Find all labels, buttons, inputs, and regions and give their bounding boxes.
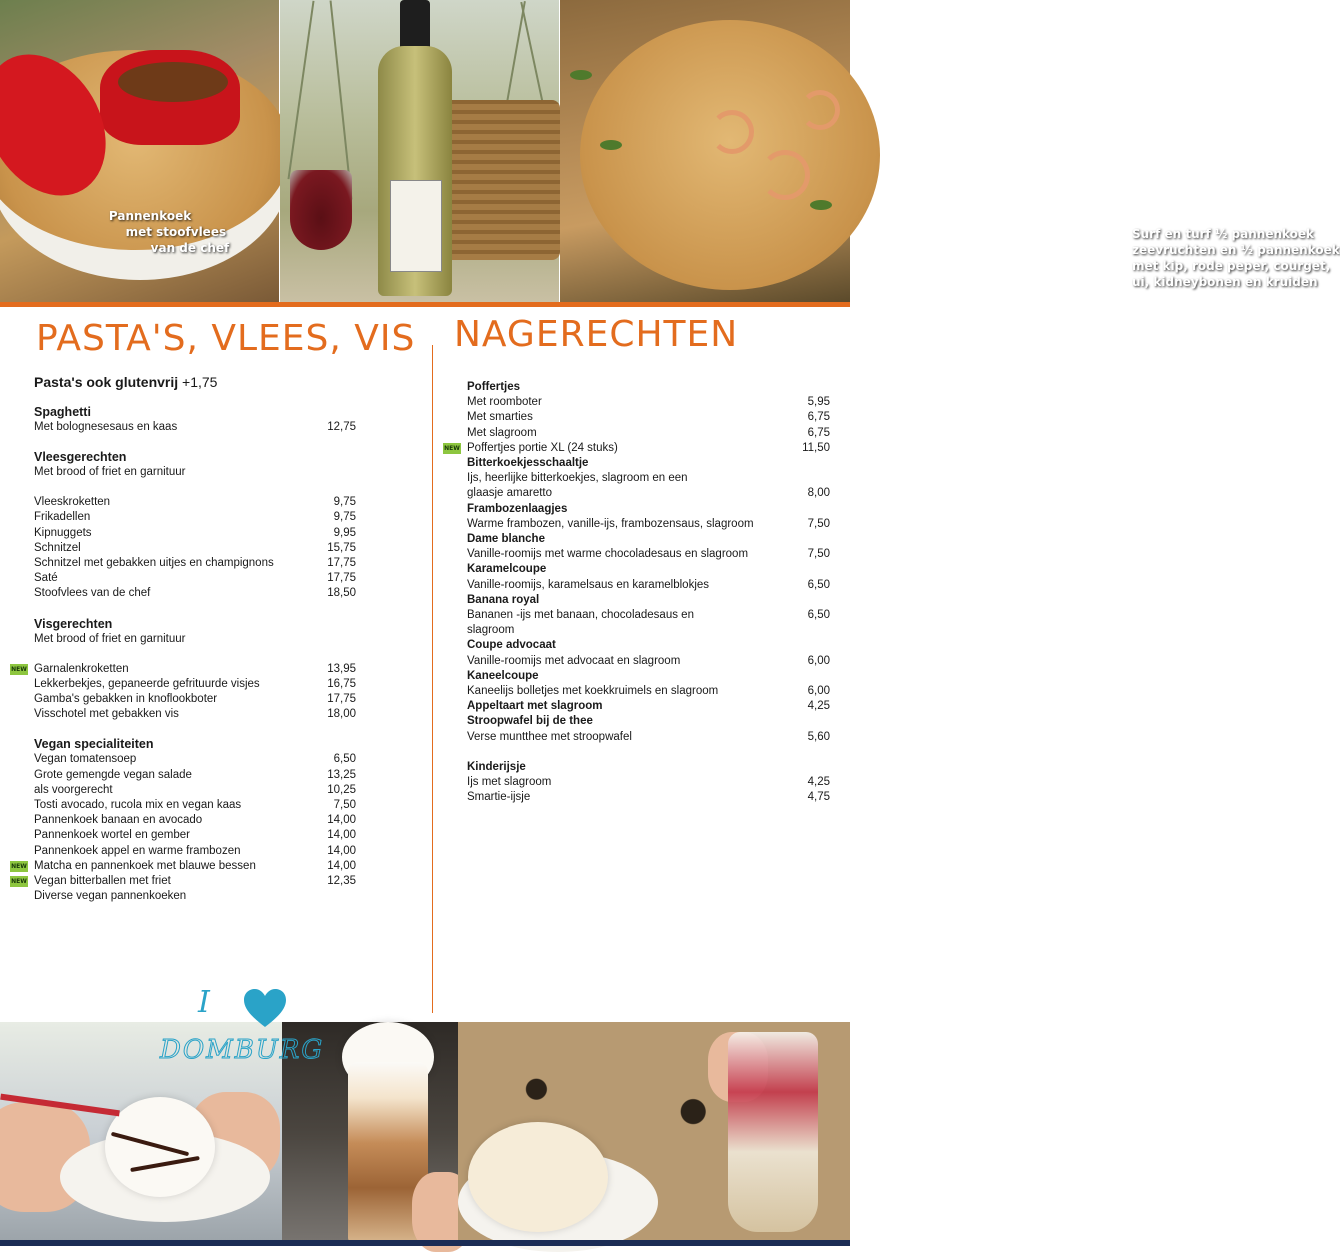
menu-row <box>467 684 830 699</box>
item-name: Visschotel met gebakken vis <box>34 708 179 721</box>
category-karamelcoupe: Karamelcoupe <box>467 563 547 576</box>
menu-row <box>467 410 830 425</box>
section-title-nagerechten: NAGERECHTEN <box>454 314 739 355</box>
item-name: Schnitzel <box>34 541 81 554</box>
new-badge: NEW <box>11 665 27 673</box>
column-divider <box>432 345 433 1013</box>
item-price: 14,00 <box>327 829 356 842</box>
item-name: Met roomboter <box>467 396 542 409</box>
menu-row <box>467 426 830 441</box>
item-price: 6,00 <box>807 685 830 698</box>
item-name: Schnitzel met gebakken uitjes en champignons <box>34 557 274 570</box>
menu-row <box>34 526 356 541</box>
item-name: Vegan tomatensoep <box>34 753 137 766</box>
item-price: 4,25 <box>807 776 830 789</box>
photo-wine-picnic <box>280 0 559 302</box>
item-price: 18,00 <box>327 708 356 721</box>
item-price: 4,75 <box>807 791 830 804</box>
item-desc: Vanille-roomijs, karamelsaus en karamelblokjes <box>467 578 710 591</box>
menu-row <box>467 547 830 562</box>
menu-row <box>467 790 830 805</box>
item-price: 13,25 <box>327 768 356 781</box>
item-price: 6,75 <box>807 426 830 439</box>
item-price: 14,00 <box>327 844 356 857</box>
item-price: 13,95 <box>327 662 356 675</box>
heart-icon <box>242 987 288 1029</box>
item-price: 6,50 <box>807 578 830 591</box>
menu-row <box>34 677 356 692</box>
logo-letter-i: I <box>198 985 210 1020</box>
menu-row <box>11 662 356 677</box>
item-price: 9,95 <box>333 526 356 539</box>
photo-caption-left: Pannenkoek met stoofvlees van de chef <box>108 209 230 255</box>
category-poffertjes: Poffertjes <box>467 381 521 393</box>
item-price: 16,75 <box>327 677 356 690</box>
menu-row <box>34 813 356 828</box>
new-badge: NEW <box>11 878 27 886</box>
item-price: 18,50 <box>327 587 356 600</box>
item-name: Met slagroom <box>467 426 537 439</box>
category-subtitle: Met brood of friet en garnituur <box>34 466 186 479</box>
item-name: Vegan bitterballen met friet <box>34 875 171 888</box>
menu-row <box>34 844 356 859</box>
menu-row <box>467 775 830 790</box>
item-price: 11,50 <box>802 441 830 454</box>
menu-row <box>467 654 830 669</box>
item-name: Met smarties <box>467 411 533 424</box>
section-title-pasta-vlees-vis: PASTA'S, VLEES, VIS <box>36 318 416 359</box>
menu-row <box>467 730 830 745</box>
category-appeltaart: Appeltaart met slagroom <box>467 700 603 713</box>
gluten-label: Pasta's ook glutenvrij <box>34 374 179 390</box>
item-name: als voorgerecht <box>34 783 113 796</box>
item-price: 4,25 <box>807 700 830 713</box>
category-vleesgerechten: Vleesgerechten <box>34 450 127 465</box>
photo-caption-right: Surf en turf ½ pannenkoek zeevruchten en ½ pannenkoek met kip, rode peper, courget, ui, kidneybonen en kruiden <box>1132 227 1340 289</box>
item-price: 5,95 <box>807 396 830 409</box>
item-price: 6,50 <box>333 753 356 766</box>
category-banana-royal: Banana royal <box>467 593 540 606</box>
category-visgerechten: Visgerechten <box>34 616 113 631</box>
new-badge: NEW <box>11 862 27 870</box>
item-name: Frikadellen <box>34 511 91 524</box>
item-name: Smartie-ijsje <box>467 791 531 804</box>
item-price: 17,75 <box>327 557 356 570</box>
item-price: 9,75 <box>333 511 356 524</box>
category-coupe-advocaat: Coupe advocaat <box>467 639 556 652</box>
item-price: 14,00 <box>327 814 356 827</box>
menu-row <box>34 571 356 586</box>
category-kinderijsje: Kinderijsje <box>467 760 526 773</box>
item-price: 9,75 <box>333 496 356 509</box>
menu-column-right <box>444 380 830 805</box>
menu-row <box>467 395 830 410</box>
menu-row <box>444 441 830 456</box>
menu-row <box>467 471 830 486</box>
menu-row <box>11 859 356 874</box>
menu-row <box>34 510 356 525</box>
menu-row <box>34 556 356 571</box>
item-price: 7,50 <box>807 548 830 561</box>
new-badge: NEW <box>444 444 460 452</box>
item-name: Gamba's gebakken in knoflookboter <box>34 693 218 706</box>
menu-row <box>34 752 356 767</box>
gluten-note <box>34 374 364 390</box>
item-name: Diverse vegan pannenkoeken <box>34 890 187 903</box>
item-name: Poffertjes portie XL (24 stuks) <box>467 441 618 454</box>
menu-row <box>467 578 830 593</box>
photo-desserts <box>458 1022 850 1246</box>
item-desc: Vanille-roomijs met warme chocoladesaus en slagroom <box>467 548 749 561</box>
menu-row <box>467 486 830 501</box>
item-price: 5,60 <box>807 730 830 743</box>
item-price: 7,50 <box>807 517 830 530</box>
footer-bar <box>0 1240 850 1246</box>
item-desc: glaasje amaretto <box>467 487 553 500</box>
menu-row <box>34 768 356 783</box>
menu-row <box>34 783 356 798</box>
item-name: Stoofvlees van de chef <box>34 587 151 600</box>
item-name: Met bolognesesaus en kaas <box>34 421 178 433</box>
menu-row <box>467 608 830 623</box>
menu-row <box>34 541 356 556</box>
item-name: Tosti avocado, rucola mix en vegan kaas <box>34 799 242 812</box>
category-stroopwafel: Stroopwafel bij de thee <box>467 715 593 728</box>
item-desc: Kaneelijs bolletjes met koekkruimels en slagroom <box>467 685 719 698</box>
menu-row <box>34 707 356 722</box>
item-price: 10,25 <box>327 783 356 796</box>
logo-word-domburg: DOMBURG <box>160 1035 325 1065</box>
item-price: 6,75 <box>807 411 830 424</box>
item-name: Kipnuggets <box>34 526 92 539</box>
menu-row <box>34 692 356 707</box>
menu-row <box>467 623 830 638</box>
item-name: Vleeskroketten <box>34 496 111 509</box>
item-price: 12,35 <box>327 875 356 888</box>
item-price: 15,75 <box>327 541 356 554</box>
menu-row <box>34 889 356 904</box>
item-price: 8,00 <box>807 487 830 500</box>
item-name: Garnalenkroketten <box>34 662 129 675</box>
i-love-domburg-logo <box>160 985 350 1090</box>
menu-row <box>467 517 830 532</box>
category-vegan: Vegan specialiteiten <box>34 737 154 752</box>
menu-row <box>467 699 830 714</box>
item-price <box>316 889 356 904</box>
item-price: 17,75 <box>327 693 356 706</box>
item-price: 6,00 <box>807 654 830 667</box>
menu-column-left <box>11 374 364 904</box>
item-name: Matcha en pannenkoek met blauwe bessen <box>34 859 256 872</box>
item-name: Pannenkoek banaan en avocado <box>34 814 203 827</box>
menu-row <box>34 495 356 510</box>
menu-row <box>34 798 356 813</box>
item-name: Grote gemengde vegan salade <box>34 768 192 781</box>
category-dame-blanche: Dame blanche <box>467 533 545 546</box>
item-price: 7,50 <box>333 799 356 812</box>
bottom-photo-strip <box>0 1022 850 1246</box>
item-price: 14,00 <box>327 859 356 872</box>
item-desc: Warme frambozen, vanille-ijs, frambozensaus, slagroom <box>467 517 754 530</box>
item-desc: Verse muntthee met stroopwafel <box>467 730 632 743</box>
item-name: Ijs met slagroom <box>467 776 552 789</box>
item-name: Pannenkoek wortel en gember <box>34 829 190 842</box>
item-desc: Vanille-roomijs met advocaat en slagroom <box>467 654 681 667</box>
category-frambozenlaagjes: Frambozenlaagjes <box>467 502 568 515</box>
item-price: 6,50 <box>807 609 830 622</box>
category-spaghetti: Spaghetti <box>34 405 91 419</box>
item-name: Saté <box>34 572 58 585</box>
menu-row <box>34 420 356 435</box>
item-desc: Ijs, heerlijke bitterkoekjes, slagroom en een <box>467 472 688 485</box>
photo-surf-en-turf <box>560 0 1340 302</box>
top-photo-strip <box>0 0 1340 302</box>
item-name: Lekkerbekjes, gepaneerde gefrituurde visjes <box>34 677 260 690</box>
menu-row <box>11 874 356 889</box>
item-price: 12,75 <box>327 421 356 433</box>
photo-pannenkoek-stoofvlees <box>0 0 279 302</box>
menu-row <box>34 586 356 601</box>
gluten-extra-price: +1,75 <box>182 374 218 390</box>
item-price: 17,75 <box>327 572 356 585</box>
item-name: Pannenkoek appel en warme frambozen <box>34 844 241 857</box>
category-subtitle: Met brood of friet en garnituur <box>34 632 186 645</box>
item-desc: Bananen -ijs met banaan, chocoladesaus en <box>467 609 694 622</box>
top-orange-rule <box>0 302 850 307</box>
item-desc: slagroom <box>467 624 515 637</box>
menu-row <box>34 828 356 843</box>
category-bitterkoekjes: Bitterkoekjesschaaltje <box>467 457 589 470</box>
category-kaneelcoupe: Kaneelcoupe <box>467 669 539 682</box>
